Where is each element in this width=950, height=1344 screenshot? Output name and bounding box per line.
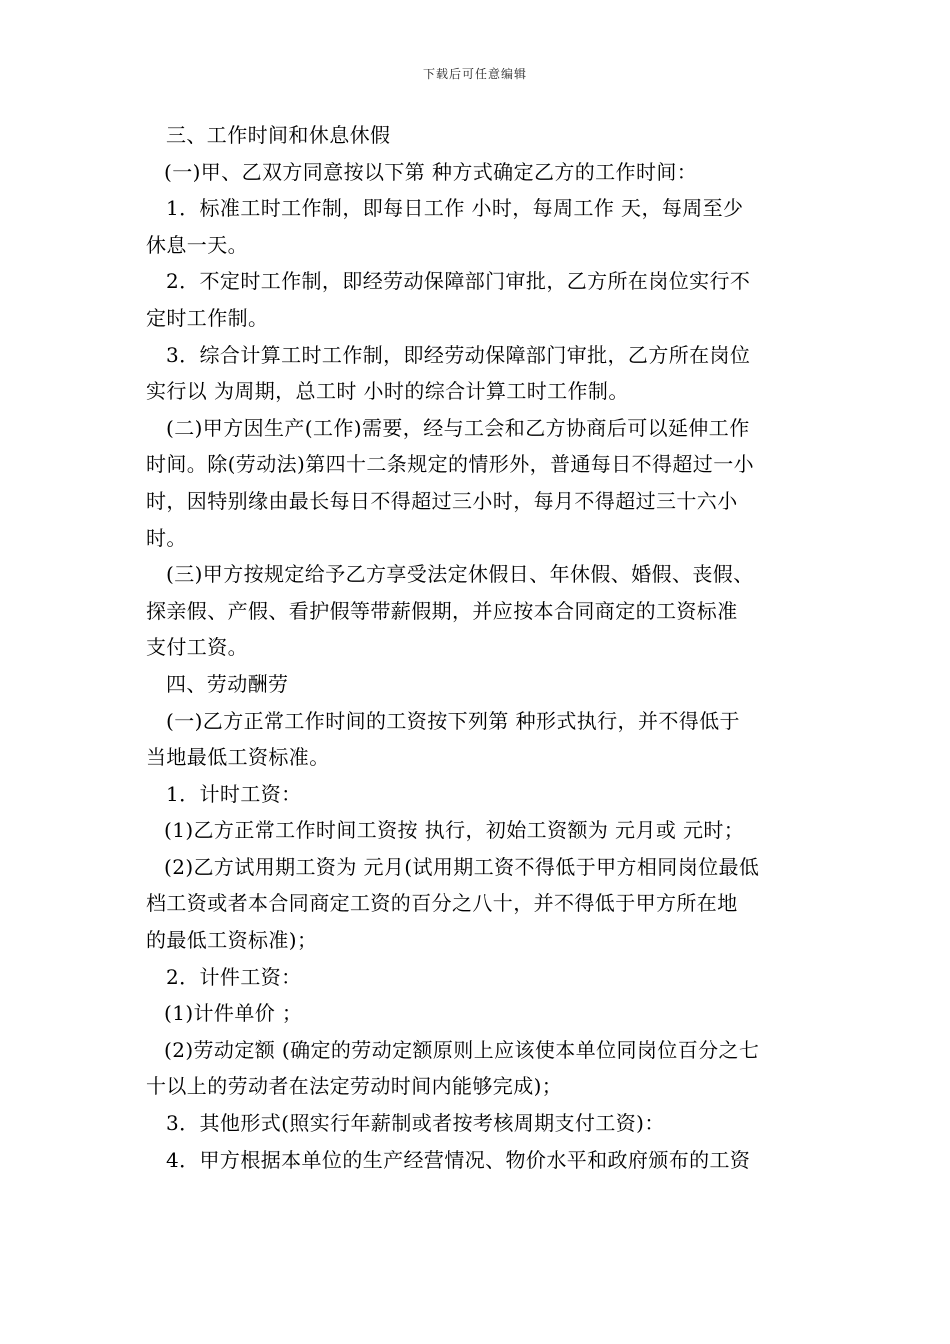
- text-line: 3．综合计算工时工作制，即经劳动保障部门审批，乙方所在岗位: [166, 342, 751, 367]
- paragraph: [146, 703, 806, 776]
- paragraph: [146, 117, 806, 154]
- text-line: (一)乙方正常工作时间的工资按下列第 种形式执行，并不得低于: [166, 708, 740, 733]
- paragraph: [146, 776, 806, 813]
- text-line: 支付工资。: [146, 635, 248, 660]
- text-line: 2．计件工资：: [166, 964, 302, 989]
- text-line: 当地最低工资标准。: [146, 745, 330, 770]
- text-line: (1)计件单价 ；: [164, 1001, 303, 1026]
- text-line: (1)乙方正常工作时间工资按 执行，初始工资额为 元月或 元时；: [164, 818, 745, 843]
- paragraph: [146, 1142, 806, 1179]
- paragraph: [146, 263, 806, 336]
- text-line: 实行以 为周期，总工时 小时的综合计算工时工作制。: [146, 379, 629, 404]
- text-line: 三、工作时间和休息休假: [166, 123, 391, 147]
- text-line: 1．计时工资：: [166, 781, 302, 806]
- text-line: 探亲假、产假、看护假等带薪假期，并应按本合同商定的工资标准: [146, 598, 738, 623]
- header-note: 下载后可任意编辑: [422, 67, 527, 81]
- text-line: 2．不定时工作制，即经劳动保障部门审批，乙方所在岗位实行不: [166, 269, 751, 294]
- text-line: (2)乙方试用期工资为 元月(试用期工资不得低于甲方相同岗位最低: [164, 854, 760, 879]
- text-line: 十以上的劳动者在法定劳动时间内能够完成)；: [146, 1074, 563, 1099]
- document-body: [146, 117, 806, 1178]
- paragraph: [146, 812, 806, 849]
- paragraph: [146, 959, 806, 996]
- text-line: 时，因特别缘由最长每日不得超过三小时，每月不得超过三十六小: [146, 488, 738, 513]
- paragraph: [146, 666, 806, 703]
- text-line: 4．甲方根据本单位的生产经营情况、物价水平和政府颁布的工资: [166, 1147, 751, 1172]
- text-line: (2)劳动定额 (确定的劳动定额原则上应该使本单位同岗位百分之七: [164, 1037, 760, 1062]
- text-line: 时间。除(劳动法)第四十二条规定的情形外，普通每日不得超过一小: [146, 452, 755, 477]
- text-line: 的最低工资标准)；: [146, 928, 318, 953]
- paragraph: [146, 556, 806, 666]
- text-line: 3．其他形式(照实行年薪制或者按考核周期支付工资)：: [166, 1111, 665, 1136]
- text-line: (一)甲、乙双方同意按以下第 种方式确定乙方的工作时间：: [164, 159, 698, 184]
- text-line: (二)甲方因生产(工作)需要，经与工会和乙方协商后可以延伸工作: [166, 415, 750, 440]
- text-line: (三)甲方按规定给予乙方享受法定休假日、年休假、婚假、丧假、: [166, 562, 754, 587]
- text-line: 休息一天。: [146, 232, 248, 257]
- text-line: 档工资或者本合同商定工资的百分之八十，并不得低于甲方所在地: [146, 891, 738, 916]
- paragraph: [146, 849, 806, 959]
- text-line: 四、劳动酬劳: [166, 671, 289, 696]
- paragraph: [146, 1105, 806, 1142]
- text-line: 时。: [146, 525, 187, 550]
- paragraph: [146, 410, 806, 556]
- text-line: 定时工作制。: [146, 305, 269, 330]
- paragraph: [146, 190, 806, 263]
- paragraph: [146, 1032, 806, 1105]
- paragraph: [146, 337, 806, 410]
- paragraph: [146, 995, 806, 1032]
- text-line: 1．标准工时工作制，即每日工作 小时，每周工作 天，每周至少: [166, 196, 744, 221]
- paragraph: [146, 154, 806, 191]
